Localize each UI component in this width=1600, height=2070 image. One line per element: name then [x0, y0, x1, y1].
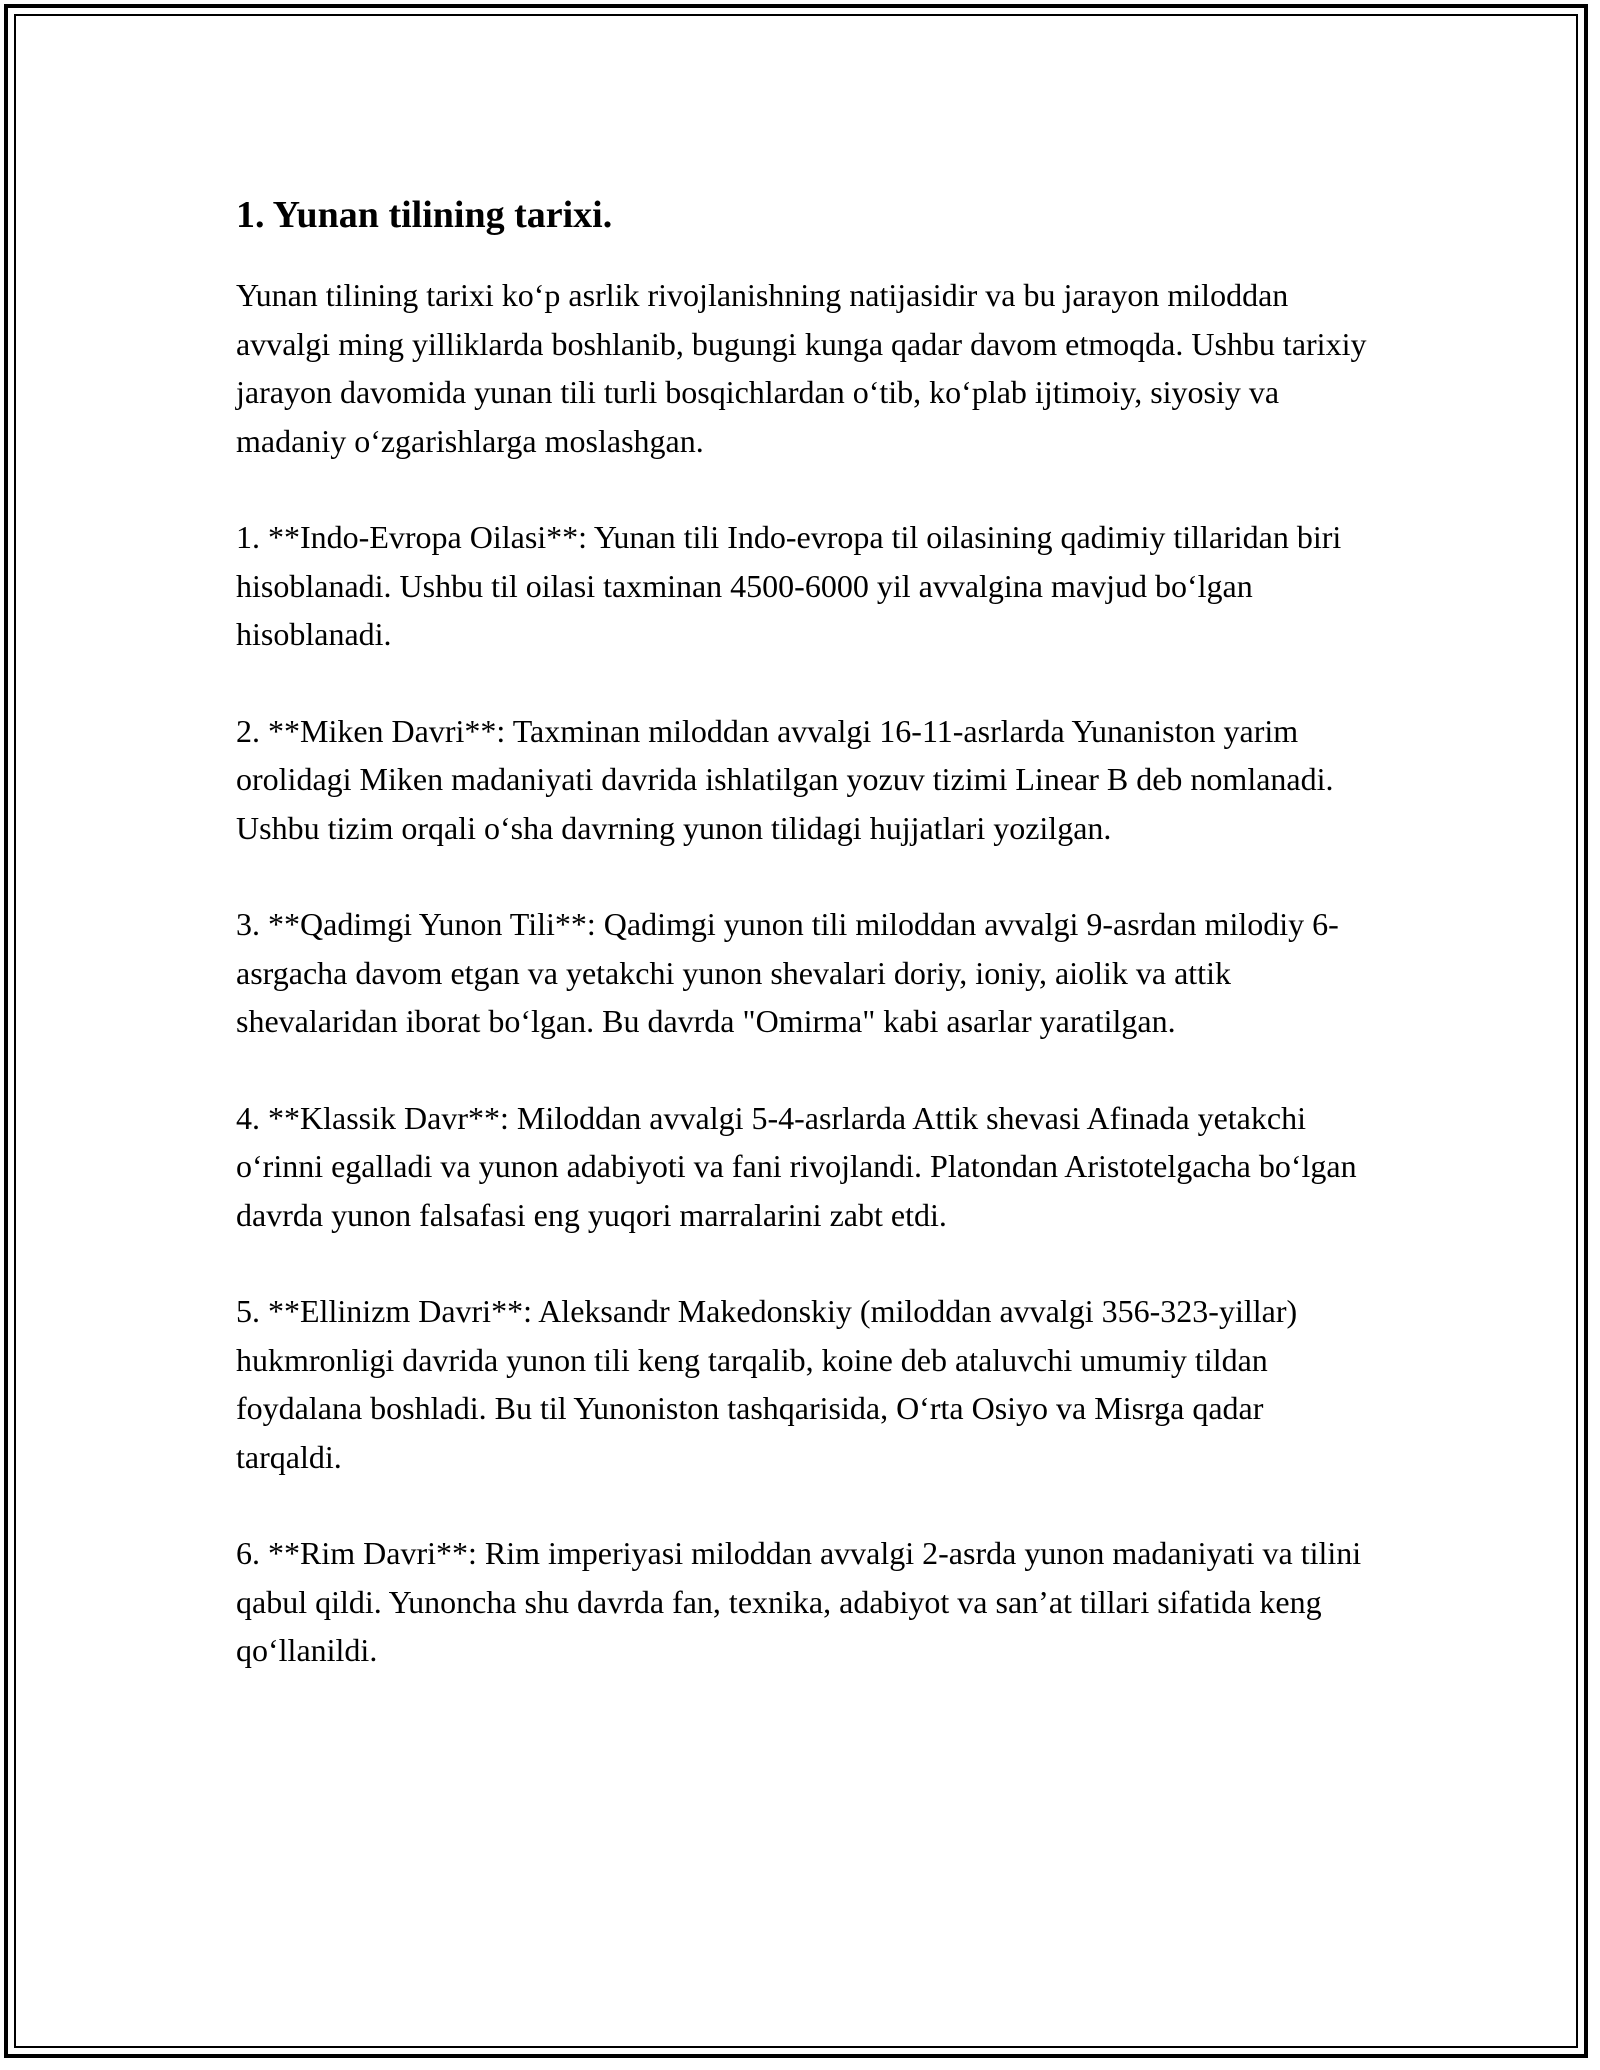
intro-paragraph: Yunan tilining tarixi ko‘p asrlik rivojlanishning natijasidir va bu jarayon miloddan avvalgi ming yilliklarda boshlanib, bugungi kunga qadar davom etmoqda. Ushbu tarixiy jarayon davomida yunan tili turli bosqichlardan o‘tib, ko‘plab ijtimoiy, siyosiy va madaniy o‘zgarishlarga moslashgan. — [236, 277, 1367, 459]
paragraph-qadimgi: 3. **Qadimgi Yunon Tili**: Qadimgi yunon tili miloddan avvalgi 9-asrdan milodiy 6-asrgacha davom etgan va yetakchi yunon shevalari doriy, ioniy, aiolik va attik shevalaridan iborat bo‘lgan. Bu davrda "Omirma" kabi asarlar yaratilgan. — [236, 906, 1339, 1039]
paragraph-ellinizm: 5. **Ellinizm Davri**: Aleksandr Makedonskiy (miloddan avvalgi 356-323-yillar) hukmronligi davrida yunon tili keng tarqalib, koine deb ataluvchi umumiy tildan foydalana boshladi. Bu til Yunoniston tashqarisida, O‘rta Osiyo va Misrga qadar tarqaldi. — [236, 1293, 1298, 1475]
paragraph-rim: 6. **Rim Davri**: Rim imperiyasi miloddan avvalgi 2-asrda yunon madaniyati va tilini qabul qildi. Yunoncha shu davrda fan, texnika, adabiyot va san’at tillari sifatida keng qo‘llanildi. — [236, 1535, 1362, 1668]
paragraph-klassik: 4. **Klassik Davr**: Miloddan avvalgi 5-4-asrlarda Attik shevasi Afinada yetakchi o‘rinni egalladi va yunon adabiyoti va fani rivojlandi. Platondan Aristotelgacha bo‘lgan davrda yunon falsafasi eng yuqori marralarini zabt etdi. — [236, 1099, 1357, 1233]
document-body — [236, 185, 1376, 1723]
paragraph-miken: 2. **Miken Davri**: Taxminan miloddan avvalgi 16-11-asrlarda Yunaniston yarim orolidagi Miken madaniyati davrida ishlatilgan yozuv tizimi Linear B deb nomlanadi. Ushbu tizim orqali o‘sha davrning yunon tilidagi hujjatlari yozilgan. — [236, 712, 1334, 846]
document-heading: 1. Yunan tilining tarixi. — [236, 194, 613, 236]
paragraph-indo-evropa: 1. **Indo-Evropa Oilasi**: Yunan tili Indo-evropa til oilasining qadimiy tillaridan biri hisoblanadi. Ushbu til oilasi taxminan 4500-6000 yil avvalgina mavjud bo‘lgan hisoblanadi. — [236, 519, 1342, 652]
